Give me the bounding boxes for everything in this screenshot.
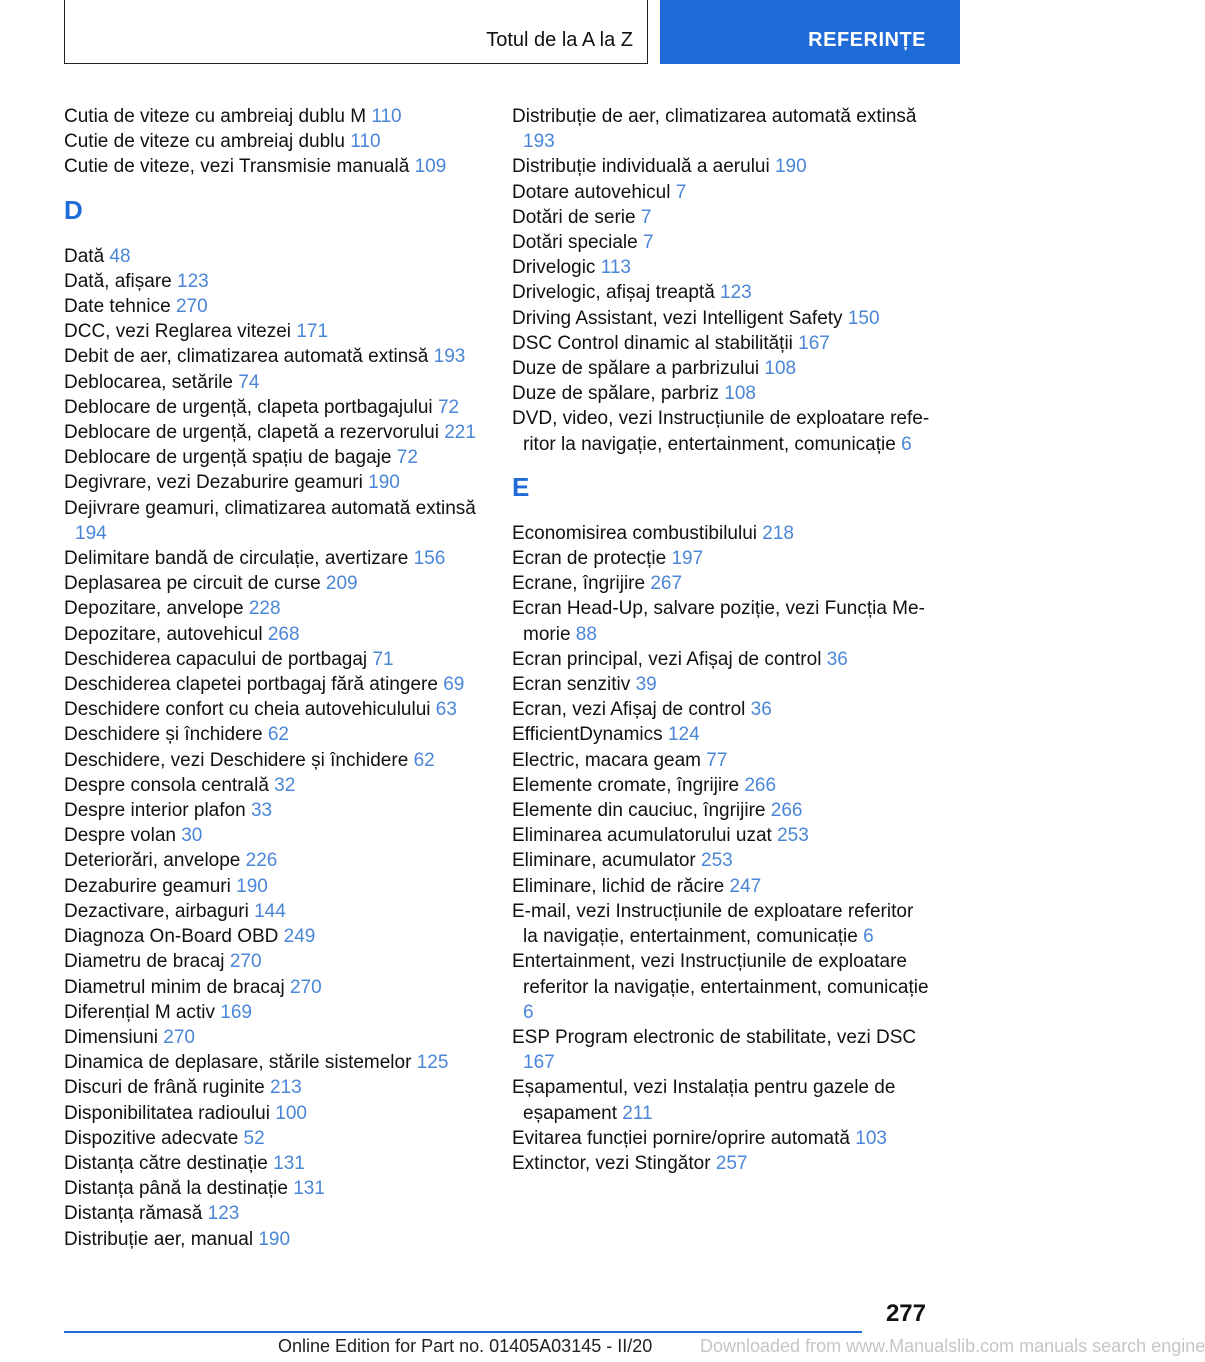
page-reference-link[interactable]: 171 [296, 321, 329, 343]
page-reference-link[interactable]: 48 [109, 245, 131, 267]
index-entry [64, 722, 484, 747]
page-reference-link[interactable]: 103 [855, 1127, 887, 1149]
index-entry [512, 1075, 932, 1125]
index-entry [512, 180, 932, 205]
section-title: Totul de la A la Z [486, 29, 633, 51]
index-entry [512, 722, 932, 747]
page-reference-link[interactable]: 268 [267, 623, 300, 645]
index-entry-text: Elemente cromate, îngrijire [512, 774, 740, 796]
index-entry [64, 1025, 484, 1050]
index-entry-text: Deblocare de urgență, clapeta portbagajului [64, 396, 433, 418]
page-reference-link[interactable]: 39 [635, 674, 657, 696]
index-entry [64, 596, 484, 621]
index-entry [512, 848, 932, 873]
index-entry [64, 294, 484, 319]
index-entry-text: Diagnoza On-Board OBD [64, 926, 279, 948]
page-reference-link[interactable]: 193 [433, 346, 466, 368]
page-reference-link[interactable]: 124 [667, 724, 700, 746]
index-entry-text: Ecrane, îngrijire [512, 573, 646, 595]
index-letter-heading: E [512, 471, 530, 502]
page-reference-link[interactable]: 221 [444, 422, 476, 444]
index-entry [512, 1151, 932, 1176]
index-entry [512, 697, 932, 722]
page-reference-link[interactable]: 190 [368, 472, 400, 494]
index-entry-text: Eliminare, acumulator [512, 850, 696, 872]
index-entry [512, 306, 932, 331]
page-reference-link[interactable]: 131 [293, 1178, 325, 1200]
page-reference-link[interactable]: 36 [826, 648, 848, 670]
page-reference-link[interactable]: 125 [416, 1052, 449, 1074]
index-entry-text: Deschidere și închidere [64, 724, 263, 746]
index-entry [512, 205, 932, 230]
page-reference-link[interactable]: 36 [750, 699, 772, 721]
page-reference-link[interactable]: 253 [701, 850, 733, 872]
page-reference-link[interactable]: 190 [258, 1228, 291, 1250]
header-tab-box[interactable] [660, 0, 960, 64]
index-entry [64, 319, 484, 344]
page-reference-link[interactable]: 190 [236, 875, 268, 897]
index-entry-text: EfficientDynamics [512, 724, 663, 746]
index-entry [512, 521, 932, 546]
index-entry [64, 269, 484, 294]
index-entry [64, 154, 484, 179]
index-entry-text: Duze de spălare, parbriz [512, 383, 719, 405]
page-reference-link[interactable]: 144 [254, 900, 286, 922]
index-entry [512, 773, 932, 798]
index-entry [64, 104, 484, 129]
page-reference-link[interactable]: 100 [275, 1102, 307, 1124]
index-entry-text: Extinctor, vezi Stingător [512, 1152, 711, 1174]
page-reference-link[interactable]: 167 [523, 1052, 555, 1074]
index-entry [512, 1126, 932, 1151]
index-entry [64, 798, 484, 823]
page-reference-link[interactable]: 123 [207, 1203, 240, 1225]
index-entry-text: Delimitare bandă de circulație, avertizare [64, 548, 409, 570]
index-entry [512, 823, 932, 848]
index-entry-text: Deschidere, vezi Deschidere și închidere [64, 749, 409, 771]
page-reference-link[interactable]: 69 [443, 674, 465, 696]
index-entry-text: Dejivrare geamuri, climatizarea automată extinsă [64, 497, 476, 519]
page-reference-link[interactable]: 150 [847, 307, 880, 329]
index-entry-text: Deblocare de urgență spațiu de bagaje [64, 447, 392, 469]
index-entry-text: Cutie de viteze cu ambreiaj dublu [64, 131, 345, 153]
page-reference-link[interactable]: 32 [274, 774, 296, 796]
footer-edition-text: Online Edition for Part no. 01405A03145 - II/20 [278, 1336, 653, 1356]
page-reference-link[interactable]: 30 [181, 825, 203, 847]
index-entry-text: Distribuție individuală a aerului [512, 156, 770, 178]
page-reference-link[interactable]: 77 [706, 749, 728, 771]
index-entry-text: ESP Program electronic de stabilitate, vezi DSC [512, 1026, 917, 1048]
index-entry [64, 924, 484, 949]
index-entry-text: Deteriorări, anvelope [64, 850, 241, 872]
index-entry-text: Dimensiuni [64, 1026, 158, 1048]
page-reference-link[interactable]: 169 [220, 1001, 252, 1023]
page-reference-link[interactable]: 7 [675, 181, 687, 203]
page-reference-link[interactable]: 218 [762, 522, 794, 544]
index-entry-text: Despre volan [64, 825, 176, 847]
index-entry-text: DSC Control dinamic al stabilității [512, 332, 793, 354]
index-column-left [64, 104, 484, 1252]
page-reference-link[interactable]: 266 [770, 800, 803, 822]
index-entry-text: Distanța până la destinație [64, 1178, 288, 1200]
index-entry-text: Ecran senzitiv [512, 674, 631, 696]
index-entry-text: Ecran principal, vezi Afișaj de control [512, 648, 822, 670]
index-entry-text: Ecran de protecție [512, 548, 667, 570]
index-entry-text: Dotări speciale [512, 232, 638, 254]
index-entry-text: Driving Assistant, vezi Intelligent Safety [512, 307, 843, 329]
index-entry-text: Elemente din cauciuc, îngrijire [512, 800, 766, 822]
index-entry [64, 395, 484, 420]
index-entry [512, 255, 932, 280]
index-entry [512, 381, 932, 406]
index-entry-text: Dată [64, 245, 105, 267]
index-entry [64, 344, 484, 369]
index-entry [64, 420, 484, 445]
index-entry-text: DCC, vezi Reglarea vitezei [64, 321, 292, 343]
index-entry-text: Deschidere confort cu cheia autovehiculului [64, 699, 431, 721]
index-entry [64, 622, 484, 647]
index-entry-text: E-mail, vezi Instrucțiunile de exploatare referitor la navigație, entertainment, comunicație [512, 900, 914, 948]
index-entry-text: Ecran Head-Up, salvare poziție, vezi Funcția Memorie [512, 598, 925, 645]
index-entry-text: Eliminare, lichid de răcire [512, 875, 725, 897]
page-reference-link[interactable]: 113 [600, 257, 631, 279]
page-reference-link[interactable]: 197 [671, 548, 704, 570]
index-entry-text: Cutie de viteze, vezi Transmisie manuală [64, 156, 410, 178]
index-entry-text: Distanța către destinație [64, 1152, 268, 1174]
index-entry [512, 596, 932, 646]
index-entry-text: Disponibilitatea radioului [64, 1102, 270, 1124]
index-entry [64, 244, 484, 269]
index-entry-text: Debit de aer, climatizarea automată extinsă [64, 346, 429, 368]
page-reference-link[interactable]: 193 [523, 131, 555, 153]
index-entry-text: Distribuție aer, manual [64, 1228, 254, 1250]
index-entry-text: Ecran, vezi Afișaj de control [512, 699, 746, 721]
index-entry-text: Dinamica de deplasare, stările sistemelor [64, 1052, 412, 1074]
index-entry [64, 1201, 484, 1226]
page-reference-link[interactable]: 62 [413, 749, 435, 771]
index-entry [64, 1176, 484, 1201]
page-reference-link[interactable]: 7 [642, 232, 654, 254]
index-entry [512, 230, 932, 255]
index-entry [64, 1101, 484, 1126]
index-entry [64, 975, 484, 1000]
page-reference-link[interactable]: 123 [720, 282, 752, 304]
index-entry-text: Diametru de bracaj [64, 951, 225, 973]
index-entry-text: Despre consola centrală [64, 774, 269, 796]
index-entry [64, 748, 484, 773]
page-reference-link[interactable]: 109 [414, 156, 447, 178]
page-reference-link[interactable]: 213 [269, 1077, 302, 1099]
index-entry [64, 1050, 484, 1075]
index-entry [512, 331, 932, 356]
index-entry [512, 672, 932, 697]
page-reference-link[interactable]: 88 [575, 623, 597, 645]
page-reference-link[interactable]: 267 [650, 573, 683, 595]
index-entry [64, 1126, 484, 1151]
index-entry [512, 154, 932, 179]
page-reference-link[interactable]: 190 [774, 156, 807, 178]
index-entry [64, 129, 484, 154]
index-entry [512, 546, 932, 571]
index-entry [64, 874, 484, 899]
index-entry-text: Dată, afișare [64, 270, 172, 292]
page-reference-link[interactable]: 108 [764, 358, 797, 380]
index-entry [64, 370, 484, 395]
page-reference-link[interactable]: 270 [175, 296, 208, 318]
index-entry [64, 949, 484, 974]
page-reference-link[interactable]: 52 [243, 1127, 265, 1149]
page-reference-link[interactable]: 211 [622, 1102, 653, 1124]
index-entry [512, 571, 932, 596]
index-entry [512, 1025, 932, 1075]
index-entry-text: Eliminarea acumulatorului uzat [512, 825, 772, 847]
page-reference-link[interactable]: 6 [863, 926, 874, 948]
page-reference-link[interactable]: 72 [437, 396, 460, 418]
index-entry-text: Degivrare, vezi Dezaburire geamuri [64, 472, 363, 494]
index-entry [64, 697, 484, 722]
index-entry [512, 748, 932, 773]
page-reference-link[interactable]: 228 [248, 598, 281, 620]
page-reference-link[interactable]: 71 [372, 648, 394, 670]
page-reference-link[interactable]: 257 [715, 1152, 748, 1174]
watermark: Downloaded from www.Manualslib.com manuals search engine [700, 1336, 1205, 1356]
index-entry [64, 496, 484, 546]
page-reference-link[interactable]: 253 [777, 825, 809, 847]
index-entry-text: Drivelogic [512, 257, 596, 279]
index-entry [512, 949, 932, 1025]
index-entry [64, 848, 484, 873]
page-reference-link[interactable]: 209 [325, 573, 358, 595]
index-entry [512, 406, 932, 456]
tab-referinte[interactable]: REFERINȚE [808, 29, 926, 51]
index-entry [64, 899, 484, 924]
page-reference-link[interactable]: 270 [163, 1026, 195, 1048]
index-entry-text: Dispozitive adecvate [64, 1127, 239, 1149]
index-entry-text: Deschiderea capacului de portbagaj [64, 648, 368, 670]
index-entry [64, 773, 484, 798]
page-reference-link[interactable]: 131 [273, 1152, 305, 1174]
index-entry [64, 1000, 484, 1025]
index-entry-text: Economisirea combustibilului [512, 522, 757, 544]
page-reference-link[interactable]: 110 [350, 131, 381, 153]
page-reference-link[interactable]: 110 [371, 106, 402, 127]
index-entry-text: Evitarea funcției pornire/oprire automată [512, 1127, 850, 1149]
index-entry-text: Electric, macara geam [512, 749, 702, 771]
page-reference-link[interactable]: 108 [724, 383, 756, 405]
index-entry [64, 470, 484, 495]
index-entry [64, 546, 484, 571]
index-entry-text: Despre interior plafon [64, 800, 246, 822]
index-entry-text: Dezactivare, airbaguri [64, 900, 249, 922]
index-entry-text: Dezaburire geamuri [64, 875, 231, 897]
index-entry-text: Diferențial M activ [64, 1001, 215, 1023]
footer-divider [64, 1331, 862, 1333]
index-entry [64, 1227, 484, 1252]
page-reference-link[interactable]: 194 [75, 522, 107, 544]
index-entry-text: Depozitare, autovehicul [64, 623, 263, 645]
page-reference-link[interactable]: 226 [245, 850, 278, 872]
index-entry-text: Dotare autovehicul [512, 181, 671, 203]
page-number: 277 [885, 1300, 926, 1327]
page-reference-link[interactable]: 156 [413, 548, 446, 570]
index-entry-text: Cutia de viteze cu ambreiaj dublu M [64, 106, 367, 127]
page-reference-link[interactable]: 123 [177, 270, 209, 292]
index-entry-text: Dotări de serie [512, 206, 636, 228]
index-letter-heading: D [64, 194, 83, 225]
index-entry [512, 647, 932, 672]
index-entry [64, 1075, 484, 1100]
index-entry-text: Discuri de frână ruginite [64, 1077, 265, 1099]
index-entry-text: Distribuție de aer, climatizarea automată extinsă [512, 106, 917, 127]
page-reference-link[interactable]: 72 [396, 447, 418, 469]
index-entry-text: Drivelogic, afișaj treaptă [512, 282, 715, 304]
page-reference-link[interactable]: 247 [729, 875, 762, 897]
header-section-box [64, 0, 648, 64]
index-entry-text: Entertainment, vezi Instrucțiunile de exploatare referitor la navigație, entertainment, comunicație [512, 951, 929, 998]
page-reference-link[interactable]: 249 [283, 926, 316, 948]
index-entry-text: DVD, video, vezi Instrucțiunile de exploatare referitor la navigație, entertainment, comunicație [512, 408, 930, 455]
index-entry [64, 1151, 484, 1176]
index-entry [512, 356, 932, 381]
index-entry [64, 672, 484, 697]
page-reference-link[interactable]: 33 [250, 800, 273, 822]
index-column-right [512, 104, 932, 1176]
page-reference-link[interactable]: 6 [901, 433, 912, 455]
index-entry [512, 874, 932, 899]
index-entry-text: Deplasarea pe circuit de curse [64, 573, 321, 595]
index-entry [64, 823, 484, 848]
index-entry-text: Depozitare, anvelope [64, 598, 244, 620]
index-entry [64, 445, 484, 470]
index-entry-text: Date tehnice [64, 296, 171, 318]
page-reference-link[interactable]: 63 [435, 699, 457, 721]
page-reference-link[interactable]: 266 [744, 774, 777, 796]
index-entry [512, 104, 932, 154]
index-entry-text: Eșapamentul, vezi Instalația pentru gazele de eșapament [512, 1077, 896, 1124]
page-reference-link[interactable]: 62 [267, 724, 289, 746]
page-reference-link[interactable]: 74 [238, 371, 260, 393]
page-reference-link[interactable]: 270 [289, 976, 322, 998]
index-entry [64, 571, 484, 596]
index-entry [512, 798, 932, 823]
index-entry-text: Distanța rămasă [64, 1203, 203, 1225]
index-entry-text: Deschiderea clapetei portbagaj fără atingere [64, 674, 438, 696]
index-entry [512, 280, 932, 305]
index-entry-text: Deblocarea, setările [64, 371, 233, 393]
page-reference-link[interactable]: 6 [523, 1001, 534, 1023]
index-entry-text: Duze de spălare a parbrizului [512, 358, 760, 380]
index-entry [64, 647, 484, 672]
page-reference-link[interactable]: 167 [798, 332, 830, 354]
page-reference-link[interactable]: 270 [229, 951, 262, 973]
index-entry-text: Deblocare de urgență, clapetă a rezervorului [64, 422, 439, 444]
page-reference-link[interactable]: 7 [640, 206, 652, 228]
index-entry [512, 899, 932, 949]
index-entry-text: Diametrul minim de bracaj [64, 976, 285, 998]
